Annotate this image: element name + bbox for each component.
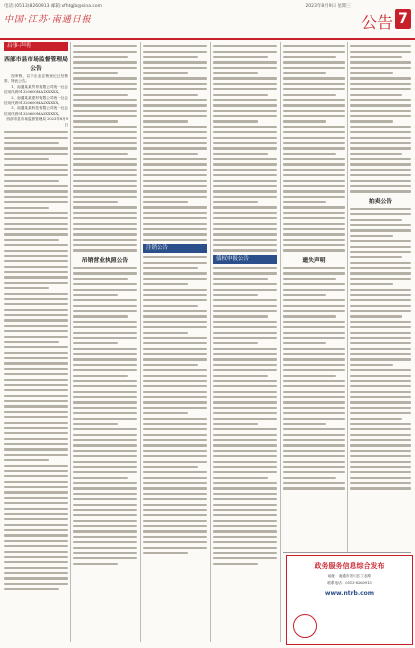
text-block xyxy=(350,208,411,490)
para: 2、南通某某建材有限公司统一社会信用代码91320600MA2XXXXX。 xyxy=(4,95,68,106)
ad-phone: 联系电话：0513-8260913 xyxy=(327,581,372,585)
text-block xyxy=(4,131,68,590)
para: 3、南通某某科技有限公司统一社会信用代码91320600MA3XXXXX。 xyxy=(4,106,68,116)
text-block xyxy=(143,256,207,554)
column-5 xyxy=(283,42,345,552)
contact-line: 电话:(0513)8260913 邮箱:xfhtgjb@sina.com xyxy=(4,4,103,9)
article-title: 西部市县市场监督管理局公告 xyxy=(4,57,68,72)
column-divider xyxy=(280,42,281,642)
article-body xyxy=(4,74,68,117)
section-title: 公告 xyxy=(360,13,393,32)
article-sign: 西部市县市场监督管理局 2023年8月9日 xyxy=(6,117,68,127)
notice-title: 遗失声明 xyxy=(302,257,326,264)
text-block xyxy=(213,45,277,251)
column-divider xyxy=(210,42,211,642)
ad-address: 地址：南通市崇川区工农路 xyxy=(327,574,372,578)
header-info xyxy=(4,3,411,11)
column-divider xyxy=(347,42,348,552)
ad-divider xyxy=(283,552,411,553)
date-editor-line: 2023年8月9日 星期三 xyxy=(305,4,351,9)
notice-title: 拍卖公告 xyxy=(368,198,393,205)
column-6 xyxy=(350,42,411,552)
ad-website[interactable]: www.ntrb.com xyxy=(324,590,375,597)
column-4 xyxy=(213,42,277,642)
column-1-head: 启事·声明 xyxy=(4,42,68,51)
column-2 xyxy=(73,42,137,642)
masthead: 中国·江苏·南通日报 xyxy=(4,15,92,25)
para: 1、南通某某贸易有限公司统一社会信用代码91320600MA1XXXXX。 xyxy=(4,84,68,95)
logo-icon xyxy=(293,614,317,638)
ad-box[interactable] xyxy=(286,555,413,645)
text-block xyxy=(283,45,345,251)
ad-title: 政务服务信息综合发布 xyxy=(314,561,385,570)
column-4-head: 债权申报公告 xyxy=(213,255,277,264)
text-block xyxy=(73,267,137,565)
para: 经审核，以下企业注销登记已经核准，特此公告。 xyxy=(4,74,68,84)
column-3 xyxy=(143,42,207,642)
column-3-head: 注销公告 xyxy=(143,244,207,253)
page-header xyxy=(0,0,415,40)
column-divider xyxy=(140,42,141,642)
column-divider xyxy=(70,42,71,642)
text-block xyxy=(350,45,411,192)
notice-title: 吊销营业执照公告 xyxy=(81,257,129,264)
text-block xyxy=(143,45,207,241)
column-1 xyxy=(4,42,68,642)
page-number: 7 xyxy=(395,9,411,29)
text-block xyxy=(283,267,345,490)
text-block xyxy=(213,267,277,565)
text-block xyxy=(73,45,137,251)
